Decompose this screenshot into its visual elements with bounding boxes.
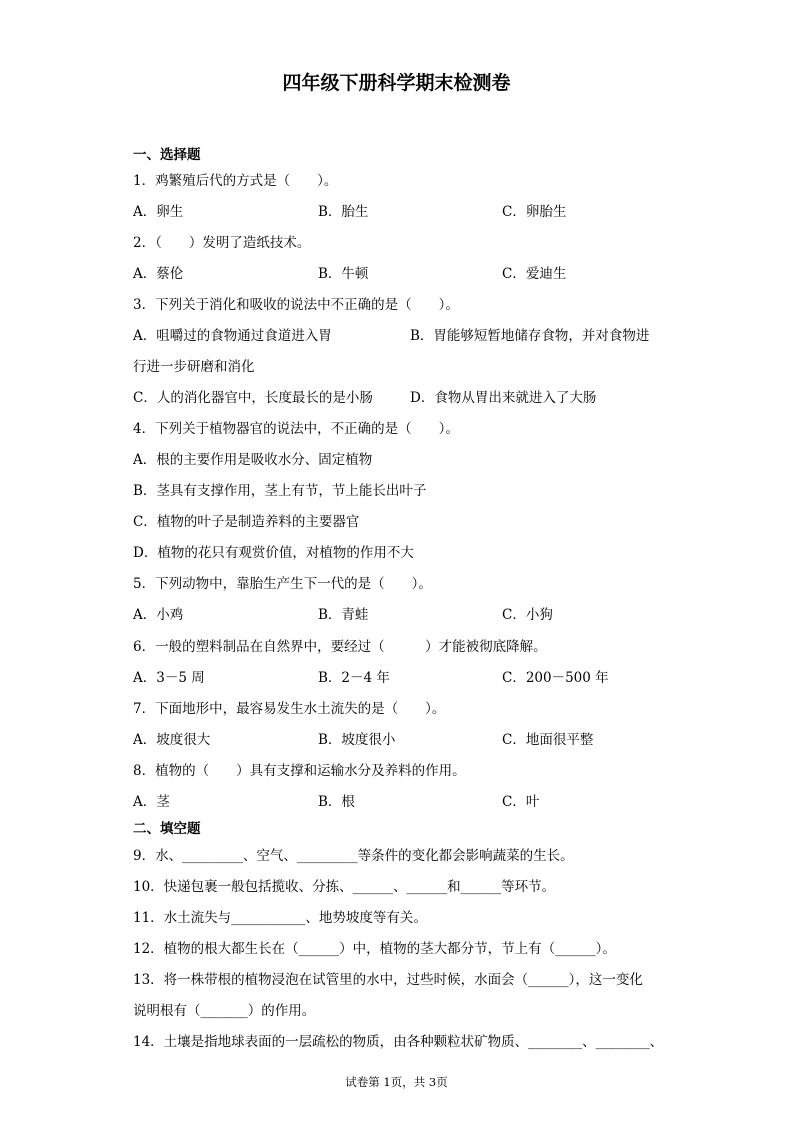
q1-option-c: C．卵胎生 <box>502 204 567 220</box>
q3-option-b-continued: 行进一步研磨和消化 <box>133 359 255 375</box>
question-5: 5．下列动物中，靠胎生产生下一代的是（ ）。 <box>133 576 432 592</box>
q6-option-b: B．2－4 年 <box>318 670 390 686</box>
question-4: 4．下列关于植物器官的说法中，不正确的是（ ）。 <box>133 421 459 437</box>
q3-option-c: C．人的消化器官中，长度最长的是小肠 <box>133 390 373 406</box>
q7-option-b: B．坡度很小 <box>318 732 396 748</box>
q1-option-b: B．胎生 <box>318 204 369 220</box>
q8-option-b: B．根 <box>318 794 355 810</box>
q4-option-a: A．根的主要作用是吸收水分、固定植物 <box>133 452 373 468</box>
q2-option-c: C．爱迪生 <box>502 266 567 282</box>
section-heading-fill: 二、填空题 <box>133 821 201 837</box>
q3-option-a: A．咀嚼过的食物通过食道进入胃 <box>133 328 332 344</box>
question-7: 7．下面地形中，最容易发生水土流失的是（ ）。 <box>133 701 446 717</box>
question-8: 8．植物的（ ）具有支撑和运输水分及养料的作用。 <box>133 763 466 779</box>
q3-option-d: D．食物从胃出来就进入了大肠 <box>410 390 597 406</box>
question-9: 9．水、_________、空气、_________等条件的变化都会影响蔬菜的生长。 <box>133 848 574 864</box>
q8-option-a: A．茎 <box>133 794 170 810</box>
q4-option-c: C．植物的叶子是制造养料的主要器官 <box>133 514 360 530</box>
q6-option-a: A．3－5 周 <box>133 670 205 686</box>
q4-option-d: D．植物的花只有观赏价值，对植物的作用不大 <box>133 545 414 561</box>
q3-option-b: B．胃能够短暂地储存食物，并对食物进 <box>410 328 650 344</box>
section-heading-choice: 一、选择题 <box>133 147 201 163</box>
page-footer: 试卷第 1页，共 3页 <box>345 1075 448 1089</box>
question-2: 2．（ ）发明了造纸技术。 <box>133 235 311 251</box>
question-11: 11．水土流失与___________、地势坡度等有关。 <box>133 910 427 926</box>
question-3: 3．下列关于消化和吸收的说法中不正确的是（ ）。 <box>133 297 459 313</box>
question-1: 1．鸡繁殖后代的方式是（ ）。 <box>133 173 338 189</box>
question-10: 10．快递包裹一般包括揽收、分拣、______、______和______等环节。 <box>133 879 556 895</box>
question-13-continued: 说明根有（_______）的作用。 <box>133 1003 316 1019</box>
q1-option-a: A．卵生 <box>133 204 184 220</box>
page-title: 四年级下册科学期末检测卷 <box>282 72 511 94</box>
q8-option-c: C．叶 <box>502 794 540 810</box>
q5-option-b: B．青蛙 <box>318 607 369 623</box>
q7-option-c: C．地面很平整 <box>502 732 594 748</box>
q2-option-a: A．蔡伦 <box>133 266 184 282</box>
q5-option-c: C．小狗 <box>502 607 553 623</box>
q5-option-a: A．小鸡 <box>133 607 184 623</box>
q6-option-c: C．200－500 年 <box>502 670 609 686</box>
question-13: 13．将一株带根的植物浸泡在试管里的水中，过些时候，水面会（______），这一变化 <box>133 972 643 988</box>
question-14: 14．土壤是指地球表面的一层疏松的物质，由各种颗粒状矿物质、________、________、 <box>133 1034 664 1050</box>
question-12: 12．植物的根大都生长在（______）中，植物的茎大都分节，节上有（______）。 <box>133 941 616 957</box>
q7-option-a: A．坡度很大 <box>133 732 211 748</box>
q2-option-b: B．牛顿 <box>318 266 369 282</box>
q4-option-b: B．茎具有支撑作用，茎上有节，节上能长出叶子 <box>133 483 427 499</box>
question-6: 6．一般的塑料制品在自然界中，要经过（ ）才能被彻底降解。 <box>133 639 547 655</box>
